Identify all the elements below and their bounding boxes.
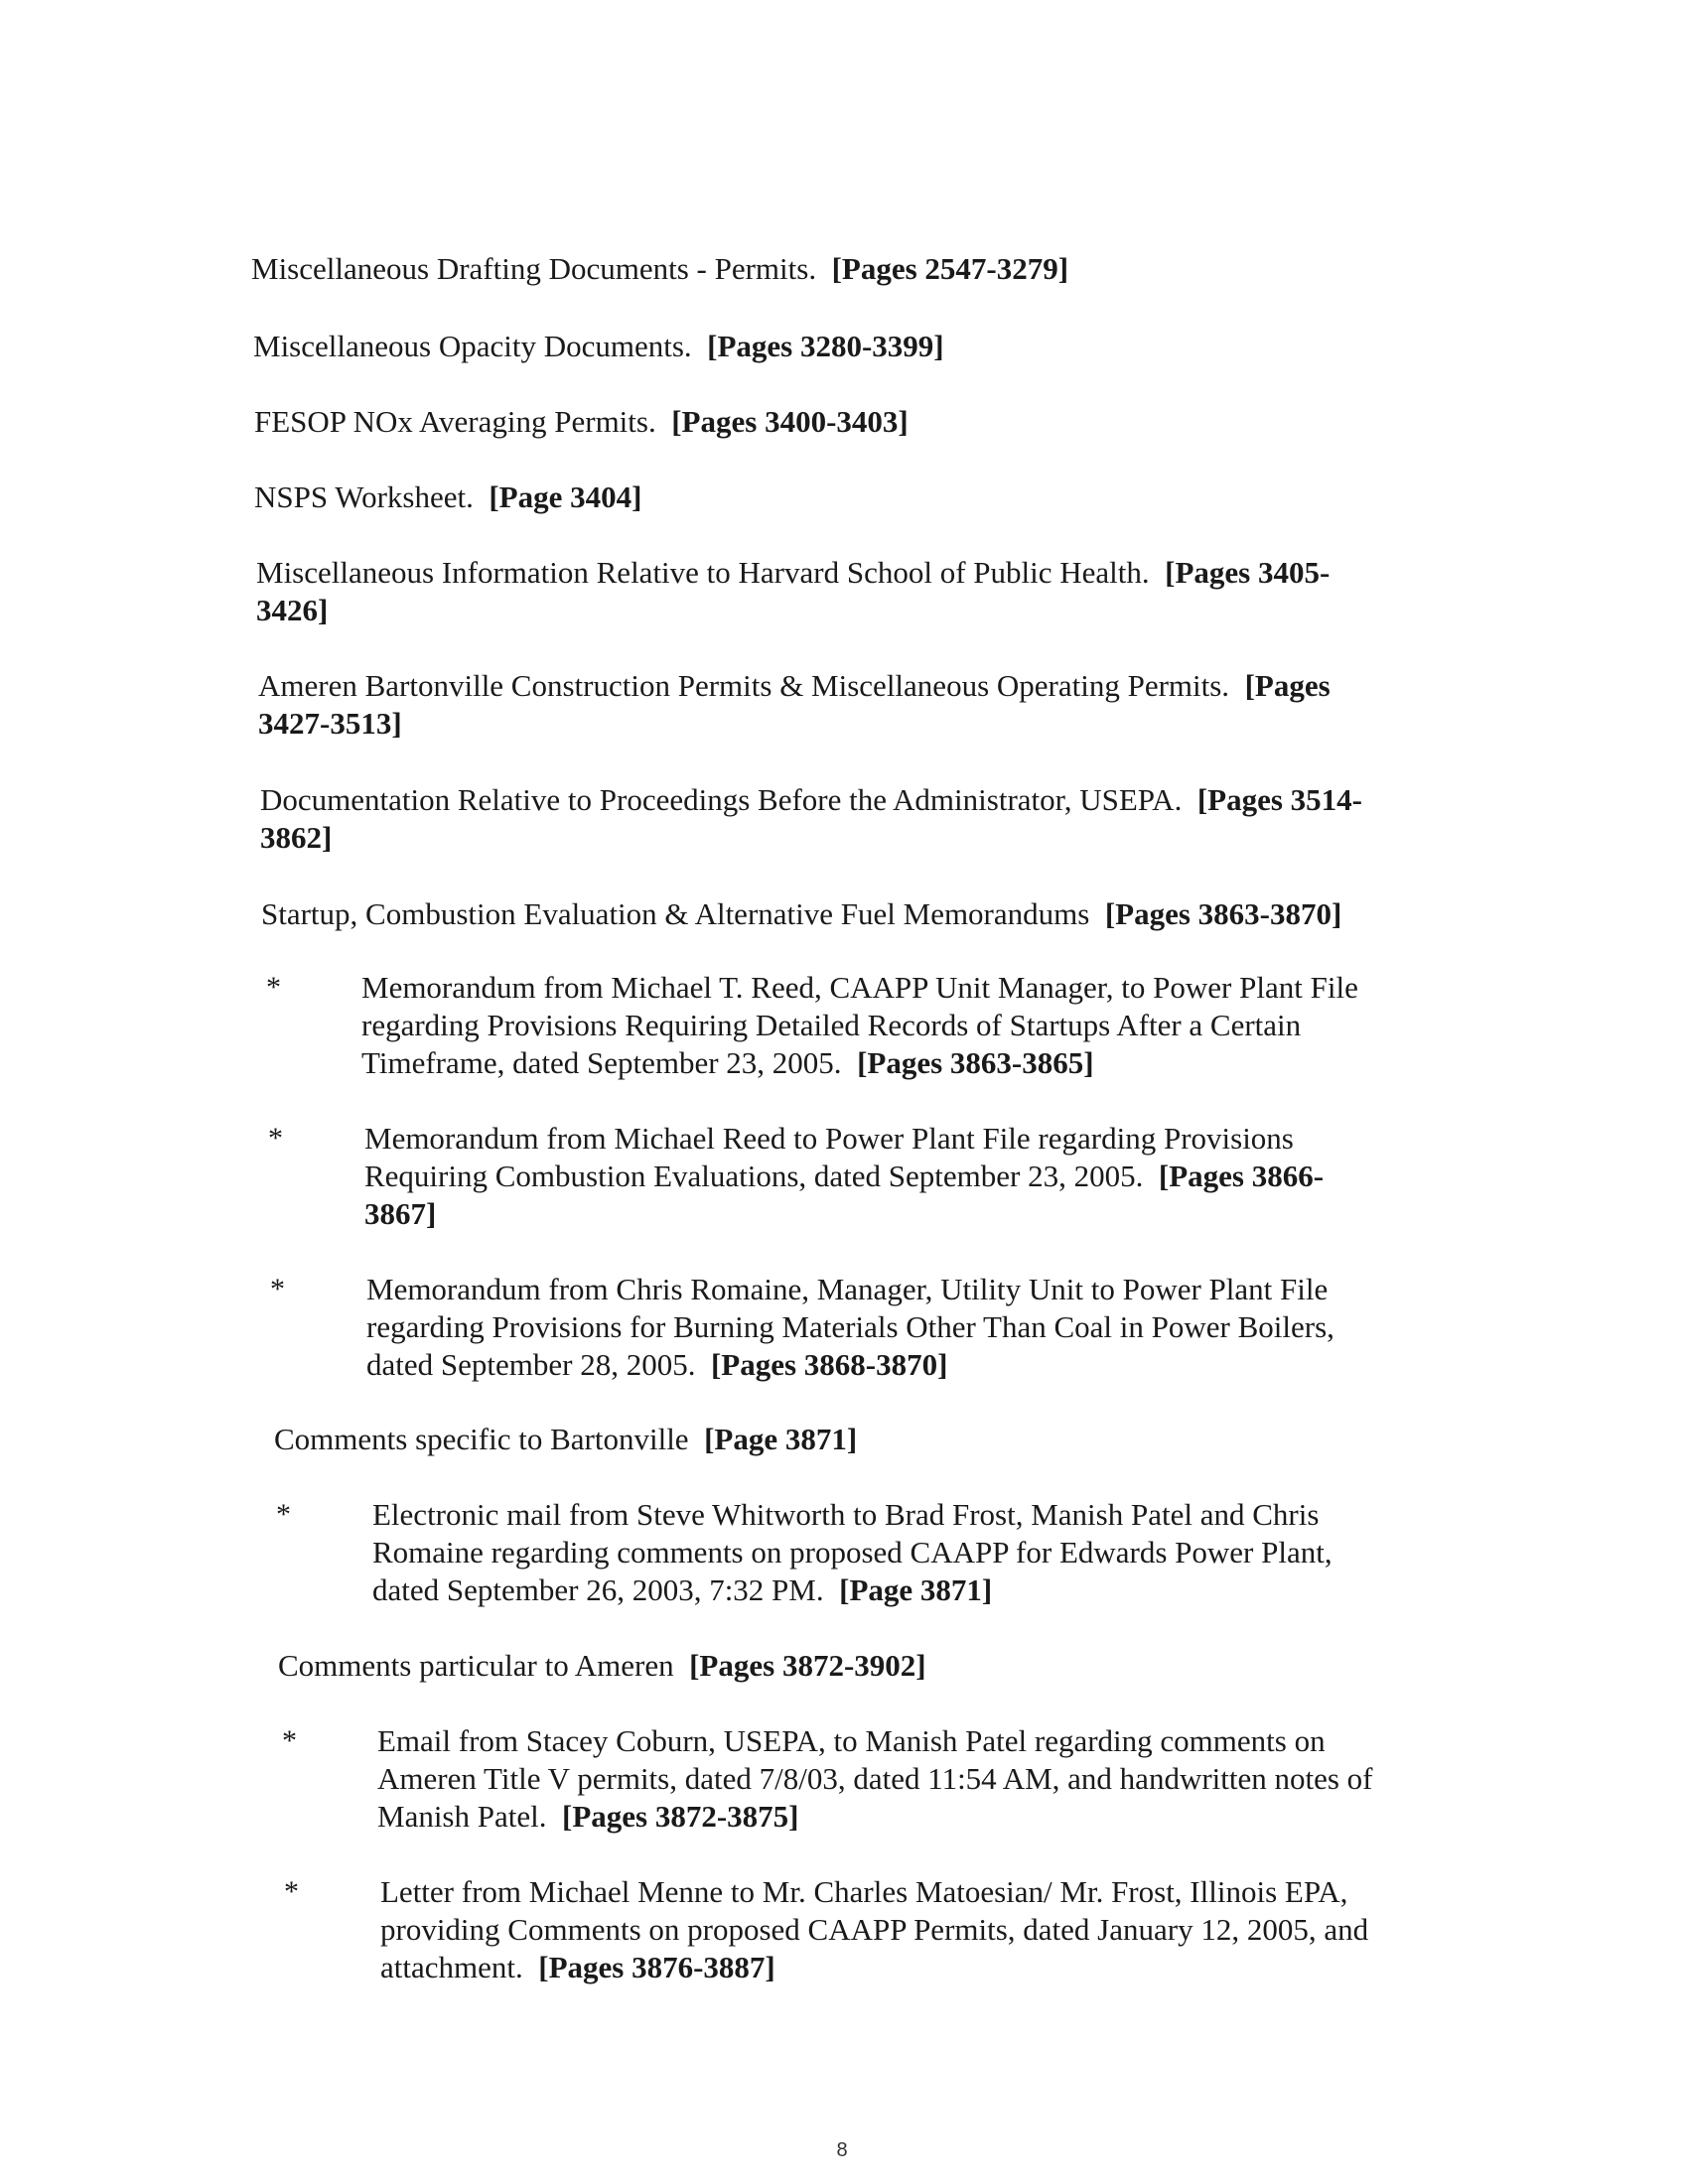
entry-drafting-documents — [251, 250, 1068, 288]
bullet-text — [372, 1496, 1514, 1609]
entry-page-ref: [Pages — [1244, 668, 1331, 703]
bullet-text — [361, 969, 1503, 1082]
bullet-line: Manish Patel. — [377, 1799, 547, 1834]
entry-text: Miscellaneous Opacity Documents. — [253, 329, 692, 363]
bullet-line: regarding Provisions for Burning Materials Other Than Coal in Power Boilers, — [366, 1309, 1334, 1344]
entry-text: NSPS Worksheet. — [254, 479, 474, 514]
page-number: 8 — [836, 2139, 848, 2161]
entry-page-ref-continued: 3862] — [260, 820, 333, 855]
entry-opacity-documents — [253, 328, 944, 365]
entry-page-ref: [Pages 3405- — [1165, 555, 1331, 590]
bullet-line: Timeframe, dated September 23, 2005. — [361, 1045, 842, 1080]
bullet-line: providing Comments on proposed CAAPP Permits, dated January 12, 2005, and — [380, 1912, 1369, 1947]
entry-page-ref: [Pages 3280-3399] — [707, 329, 944, 363]
bullet-line: Memorandum from Chris Romaine, Manager, Utility Unit to Power Plant File — [366, 1272, 1329, 1306]
entry-startup-memorandums — [261, 895, 1341, 933]
entry-page-ref: [Page 3871] — [704, 1422, 858, 1456]
entry-text: Comments particular to Ameren — [278, 1648, 674, 1683]
bullet-text — [364, 1120, 1506, 1233]
bullet-line: Memorandum from Michael Reed to Power Plant File regarding Provisions — [364, 1121, 1294, 1156]
bullet-text — [380, 1873, 1572, 1986]
entry-proceedings-documentation — [260, 781, 1362, 857]
bullet-icon: * — [270, 1273, 285, 1305]
entry-text: Miscellaneous Information Relative to Harvard School of Public Health. — [256, 555, 1150, 590]
bullet-page-ref-continued: 3867] — [364, 1196, 437, 1231]
entry-page-ref: [Pages 3863-3870] — [1104, 896, 1342, 931]
bullet-line: Email from Stacey Coburn, USEPA, to Manish Patel regarding comments on — [377, 1723, 1326, 1758]
bullet-line: Ameren Title V permits, dated 7/8/03, dated 11:54 AM, and handwritten notes of — [377, 1761, 1373, 1796]
bullet-icon: * — [266, 971, 281, 1004]
bullet-page-ref: [Pages 3866- — [1158, 1159, 1325, 1193]
entry-nsps-worksheet — [254, 478, 641, 516]
bullet-page-ref: [Pages 3872-3875] — [562, 1799, 799, 1834]
entry-page-ref-continued: 3427-3513] — [258, 706, 402, 741]
entry-page-ref: [Pages 2547-3279] — [831, 251, 1069, 286]
entry-harvard-information — [256, 554, 1330, 629]
entry-page-ref: [Page 3404] — [489, 479, 642, 514]
entry-text: FESOP NOx Averaging Permits. — [254, 404, 656, 439]
bullet-icon: * — [282, 1724, 297, 1757]
entry-fesop-permits — [254, 403, 909, 441]
bullet-page-ref: [Pages 3876-3887] — [538, 1950, 775, 1984]
entry-text: Comments specific to Bartonville — [274, 1422, 689, 1456]
bullet-line: Romaine regarding comments on proposed CAAPP for Edwards Power Plant, — [372, 1535, 1333, 1570]
entry-page-ref: [Pages 3400-3403] — [671, 404, 909, 439]
bullet-icon: * — [284, 1875, 299, 1908]
entry-page-ref-continued: 3426] — [256, 593, 329, 627]
bullet-line: dated September 28, 2005. — [366, 1347, 696, 1382]
bullet-page-ref: [Pages 3863-3865] — [857, 1045, 1094, 1080]
bullet-line: Electronic mail from Steve Whitworth to Brad Frost, Manish Patel and Chris — [372, 1497, 1320, 1532]
bullet-line: regarding Provisions Requiring Detailed Records of Startups After a Certain — [361, 1008, 1302, 1042]
entry-text: Documentation Relative to Proceedings Before the Administrator, USEPA. — [260, 782, 1183, 817]
entry-page-ref: [Pages 3514- — [1196, 782, 1362, 817]
bullet-icon: * — [276, 1498, 291, 1531]
bullet-page-ref: [Page 3871] — [839, 1572, 993, 1607]
entry-page-ref: [Pages 3872-3902] — [689, 1648, 926, 1683]
bullet-line: Memorandum from Michael T. Reed, CAAPP Unit Manager, to Power Plant File — [361, 970, 1358, 1005]
entry-bartonville-permits — [258, 667, 1331, 743]
bullet-line: attachment. — [380, 1950, 523, 1984]
entry-comments-bartonville — [274, 1421, 857, 1458]
bullet-page-ref: [Pages 3868-3870] — [710, 1347, 948, 1382]
bullet-icon: * — [268, 1122, 283, 1155]
bullet-text — [377, 1722, 1569, 1836]
bullet-text — [366, 1271, 1508, 1384]
bullet-line: dated September 26, 2003, 7:32 PM. — [372, 1572, 824, 1607]
entry-comments-ameren — [278, 1647, 926, 1685]
entry-text: Startup, Combustion Evaluation & Alternative Fuel Memorandums — [261, 896, 1090, 931]
entry-text: Ameren Bartonville Construction Permits & Miscellaneous Operating Permits. — [258, 668, 1230, 703]
entry-text: Miscellaneous Drafting Documents - Permits. — [251, 251, 817, 286]
bullet-line: Letter from Michael Menne to Mr. Charles Matoesian/ Mr. Frost, Illinois EPA, — [380, 1874, 1348, 1909]
bullet-line: Requiring Combustion Evaluations, dated September 23, 2005. — [364, 1159, 1144, 1193]
